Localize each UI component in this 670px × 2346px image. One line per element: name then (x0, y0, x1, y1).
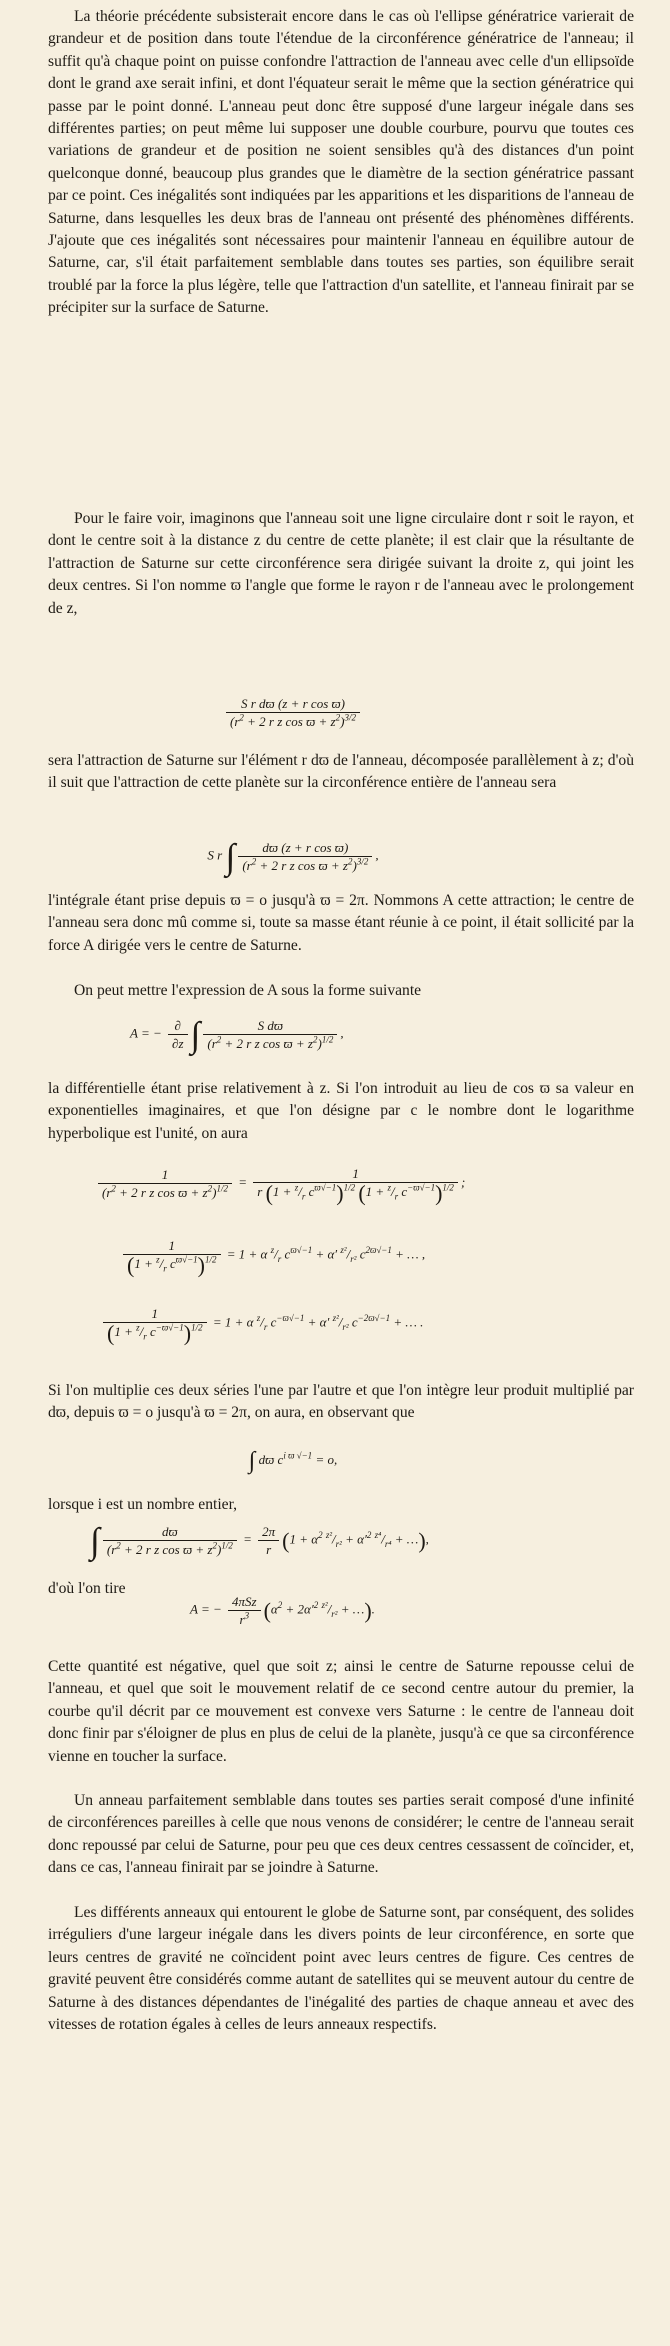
paragraph-integer: lorsque i est un nombre entier, (48, 1496, 238, 1513)
paragraph-negative-quantity: Cette quantité est négative, quel que soit z; ainsi le centre de Saturne repousse celui de l'anneau, et quel que soit le mouvement relatif de ce second centre autour du premier, la courbe qu'il décrit par ce mouvement est convexe vers Saturne : le centre de l'anneau doit donc finir par s'éloigner de plus en plus de celui de la planète, jusqu'à ce que sa circonférence vienne en toucher la surface. (48, 1658, 634, 1765)
equation-integral-result: ∫ $\frac{dϖ}{(r^2 + 2 r z \cos ϖ + z^2)^{1/2}}$ = $\frac{2\pi}{r}$ ($1 + \alpha^2$ $^{z^2}/_{r^2} + \alpha'^2$ $^{z^4}/_{r^4}$ + …), (90, 1520, 429, 1561)
paragraph-multiply-series: Si l'on multiplie ces deux séries l'une par l'autre et que l'on intègre leur produit multiplié par dϖ, depuis ϖ = o jusqu'à ϖ = 2π, on aura, en observant que (48, 1382, 634, 1422)
equation-integral-zero: ∫ dϖ $c^{i ϖ √-1} = o$, (248, 1448, 338, 1474)
equation-factorization: $\frac{1}{(r^2 + 2 r z \cos ϖ + z^2)^{1/2}}$ = $\frac{1}{r (1 + ^z/_r c^{ϖ√-1})^{1/2} (1 + ^z/_r c^{-ϖ√-1})^{1/2}}$ ; (95, 1166, 465, 1201)
equation-series-negative: $\frac{1}{(1 + ^z/_r c^{-ϖ√-1})^{1/2}}$ = 1 + α $^z/_r$ $c^{-ϖ√-1} + \alpha'$ $^{z^2}/_{r^2}$ $c^{-2ϖ√-1}$ + … . (100, 1306, 423, 1341)
paragraph-uniform-ring: Un anneau parfaitement semblable dans toutes ses parties serait composé d'une infinité de circonférences pareilles à celle que nous venons de considérer; le centre de l'anneau serait donc repoussé par celui de Saturne, pour peu que ces deux centres cessassent de coïncider, et, dans ce cas, l'anneau finirait par se joindre à Saturne. (48, 1792, 634, 1877)
paragraph-rings-saturn: Les différents anneaux qui entourent le globe de Saturne sont, par conséquent, des solides irréguliers d'une largeur inégale dans les divers points de leur circonférence, en sorte que leurs centres de gravité ne coïncident point avec leurs centres de figure. Ces centres de gravité peuvent être considérés comme autant de satellites qui se meuvent autour du centre de Saturne à des distances dépendantes de l'inégalité des parties de chaque anneau et avec des vitesses de rotation égales à celles de leurs anneaux respectifs. (48, 1904, 634, 2034)
paragraph-decomposition: sera l'attraction de Saturne sur l'élément r dϖ de l'anneau, décomposée parallèlement à z; d'où il suit que l'attraction de cette planète sur la circonférence entière de l'anneau sera (48, 752, 634, 792)
paragraph-ellipse-theory: La théorie précédente subsisterait encore dans le cas où l'ellipse génératrice varierait de grandeur et de position dans toute l'étendue de la circonférence génératrice de l'anneau; il suffit qu'à chaque point on puisse confondre l'attraction de l'anneau avec celle d'un ellipsoïde dont le grand axe serait infini, et dont l'équateur serait le même que la section génératrice qui passe par le point donné. L'anneau peut donc être supposé d'une largeur inégale dans ses différentes parties; on peut même lui supposer une double courbure, pourvu que toutes ces variations de grandeur et de position ne soient sensibles qu'à des distances d'un point quelconque donné, beaucoup plus grandes que le diamètre de la section génératrice passant par ce point. Ces inégalités sont indiquées par les apparitions et les disparitions de l'anneau de Saturne, dans lesquelles les deux bras de l'anneau ont présenté des phénomènes différents. J'ajoute que ces inégalités sont nécessaires pour maintenir l'anneau en équilibre autour de Saturne, car, s'il était parfaitement semblable dans toutes ses parties, son équilibre serait troublé par la force la plus légère, telle que l'attraction d'un satellite, et l'anneau finirait par se précipiter sur la surface de Saturne. (48, 8, 634, 317)
equation-element-attraction: $\frac{\text{S r dϖ (z + r cos ϖ)}}{(r^2 + 2 r z \cos ϖ + z^2)^{3/2}}$ (0, 696, 586, 729)
paragraph-circular-line: Pour le faire voir, imaginons que l'anneau soit une ligne circulaire dont r soit le rayon, et dont le centre soit à la distance z du centre de cette planète; il est clair que la résultante de l'attraction de Saturne sur cette circonférence sera dirigée suivant la droite z, qui joint les deux centres. Si l'on nomme ϖ l'angle que forme le rayon r de l'anneau avec le prolongement de z, (48, 510, 634, 617)
equation-a-result: A = − $\frac{\text{4πSz}}{r^3}$ ($\alpha^2 + 2\alpha'^2$ $^{z^2}/_{r^2}$ + …). (190, 1594, 375, 1627)
paragraph-exponentials: la différentielle étant prise relativement à z. Si l'on introduit au lieu de cos ϖ sa valeur en exponentielles imaginaires, et que l'on désigne par c le nombre dont le logarithme hyperbolique est l'unité, on aura (48, 1080, 634, 1142)
paragraph-whence: d'où l'on tire (48, 1580, 126, 1597)
paragraph-form: On peut mettre l'expression de A sous la forme suivante (74, 982, 422, 999)
paragraph-force-a: l'intégrale étant prise depuis ϖ = o jusqu'à ϖ = 2π. Nommons A cette attraction; le centre de l'anneau sera donc mû comme si, toute sa masse étant réunie à ce point, il était sollicité par la force A dirigée vers le centre de Saturne. (48, 892, 634, 954)
equation-series-positive: $\frac{1}{(1 + ^z/_r c^{ϖ√-1})^{1/2}}$ = 1 + α $^z/_r$ $c^{ϖ√-1} + \alpha'$ $^{z^2}/_{r^2}$ $c^{2ϖ√-1}$ + … , (120, 1238, 425, 1273)
equation-a-derivative: A = − $\frac{\partial}{\partial z}$ ∫ $\frac{\text{S dϖ}}{(r^2 + 2 r z \cos ϖ + z^2)^{1/2}}$ , (130, 1014, 344, 1055)
equation-total-attraction: S r ∫ $\frac{\text{dϖ (z + r cos ϖ)}}{(r^2 + 2 r z \cos ϖ + z^2)^{3/2}}$ , (207, 836, 379, 877)
